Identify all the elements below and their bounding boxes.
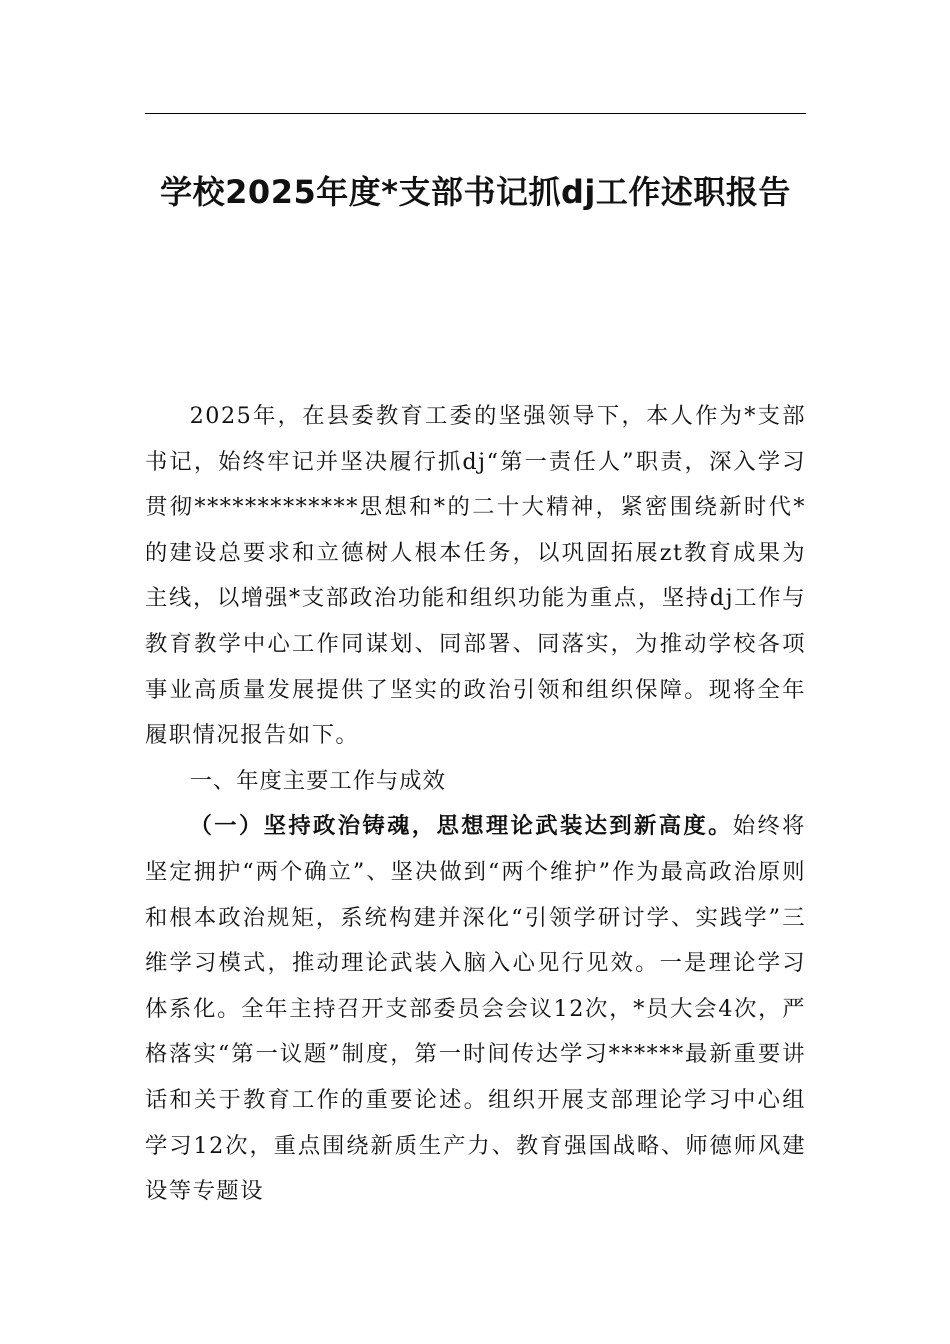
subsection-text: 始终将坚定拥护“两个确立”、坚决做到“两个维护”作为最高政治原则和根本政治规矩，系统构建并深化“引领学研讨学、实践学”三维学习模式，推动理论武装入脑入心见行见效。一是理论学习体系化。全年主持召开支部委员会会议12次，*员大会4次，严格落实“第一议题”制度，第一时间传达学习******最新重要讲话和关于教育工作的重要论述。组织开展支部理论学习中心组学习12次，重点围绕新质生产力、教育强国战略、师德师风建设等专题设 — [145, 813, 806, 1205]
header-rule — [145, 113, 806, 114]
document-title: 学校2025年度*支部书记抓dj工作述职报告 — [160, 173, 791, 211]
section-heading: 一、年度主要工作与成效 — [189, 767, 446, 794]
intro-paragraph: 2025年，在县委教育工委的坚强领导下，本人作为*支部书记，始终牢记并坚决履行抓dj“第一责任人”职责，深入学习贯彻*************思想和*的二十大精神，紧密围绕新时代*的建设总要求和立德树人根本任务，以巩固拓展zt教育成果为主线，以增强*支部政治功能和组织功能为重点，坚持dj工作与教育教学中心工作同谋划、同部署、同落实，为推动学校各项事业高质量发展提供了坚实的政治引领和组织保障。现将全年履职情况报告如下。 — [145, 403, 806, 749]
subsection-heading: （一）坚持政治铸魂，思想理论武装达到新高度。 — [189, 813, 733, 840]
subsection-paragraph — [145, 804, 806, 1214]
document-body — [145, 394, 806, 1215]
